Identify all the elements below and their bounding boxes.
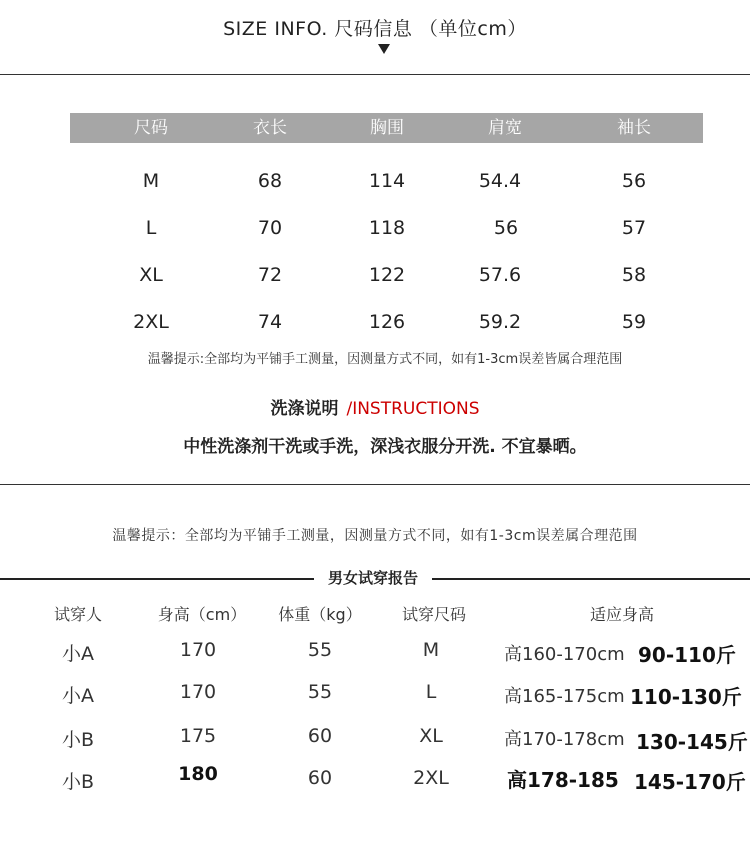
tryon-height: 170: [179, 681, 217, 703]
table-cell: 56: [621, 170, 647, 192]
header-sleeve: 袖长: [617, 118, 651, 138]
measurement-notice: 温馨提示：全部均为平铺手工测量，因测量方式不同，如有1-3cm误差属合理范围: [112, 528, 638, 544]
tryon-range-weight: 90-110斤: [638, 643, 736, 667]
instructions-title-cn: 洗涤说明: [270, 399, 339, 419]
tryon-header-weight: 体重（kg）: [278, 605, 362, 624]
tryon-range: 高165-175cm: [504, 686, 625, 707]
instructions-text: 中性洗涤剂干洗或手洗，深浅衣服分开洗. 不宜暴晒。: [183, 437, 587, 457]
size-table-header: [70, 113, 703, 143]
tryon-weight: 60: [307, 725, 333, 747]
table-cell: 54.4: [478, 170, 522, 192]
table-cell: L: [145, 217, 157, 239]
tryon-size: M: [422, 639, 440, 661]
header-size: 尺码: [134, 118, 168, 138]
tryon-size: XL: [419, 725, 443, 747]
header-length: 衣长: [253, 118, 287, 138]
divider-right: [432, 578, 750, 580]
table-cell: 74: [257, 311, 283, 333]
tryon-person: 小B: [61, 729, 95, 751]
down-arrow-icon: [378, 44, 390, 54]
tryon-header-person: 试穿人: [53, 605, 103, 624]
tryon-person: 小A: [62, 685, 94, 707]
table-cell: 68: [257, 170, 283, 192]
tryon-size: 2XL: [413, 767, 449, 789]
tryon-header-fit: 适应身高: [589, 605, 655, 624]
header-shoulder: 肩宽: [488, 118, 522, 138]
instructions-title-en: /INSTRUCTIONS: [346, 399, 480, 419]
table-cell: 56: [493, 217, 519, 239]
tryon-range-weight: 110-130斤: [630, 685, 742, 709]
table-cell: 114: [368, 170, 406, 192]
table-cell: 59: [621, 311, 647, 333]
table-cell: 122: [368, 264, 406, 286]
table-cell: 70: [257, 217, 283, 239]
tryon-report-title: 男女试穿报告: [327, 569, 418, 587]
table-cell: 57: [621, 217, 647, 239]
table-cell: 2XL: [133, 311, 169, 333]
table-cell: M: [142, 170, 160, 192]
table-cell: 72: [257, 264, 283, 286]
tryon-range: 高160-170cm: [504, 644, 625, 665]
tryon-range: 高178-185: [507, 768, 619, 792]
tryon-weight: 55: [307, 639, 333, 661]
tryon-header-size: 试穿尺码: [401, 605, 467, 624]
table-cell: 59.2: [478, 311, 522, 333]
table-cell: 118: [368, 217, 406, 239]
tryon-height: 170: [179, 639, 217, 661]
tryon-header-height: 身高（cm）: [157, 605, 247, 624]
table-cell: 58: [621, 264, 647, 286]
divider: [0, 484, 750, 485]
page-title: SIZE INFO. 尺码信息 （单位cm）: [223, 18, 527, 40]
tryon-height: 175: [179, 725, 217, 747]
instructions-heading: [0, 394, 750, 419]
table-cell: XL: [139, 264, 163, 286]
tryon-range-weight: 130-145斤: [636, 730, 748, 754]
divider: [0, 74, 750, 75]
tryon-weight: 55: [307, 681, 333, 703]
tryon-weight: 60: [307, 767, 333, 789]
table-cell: 126: [368, 311, 406, 333]
divider-left: [0, 578, 314, 580]
header-chest: 胸围: [370, 118, 404, 138]
tryon-height: 180: [178, 763, 218, 785]
tryon-range: 高170-178cm: [504, 729, 625, 750]
tryon-person: 小B: [61, 771, 95, 793]
tryon-range-weight: 145-170斤: [634, 770, 746, 794]
size-note: 温馨提示:全部均为平铺手工测量，因测量方式不同，如有1-3cm误差皆属合理范围: [147, 352, 623, 367]
tryon-person: 小A: [62, 643, 94, 665]
tryon-size: L: [425, 681, 437, 703]
table-cell: 57.6: [478, 264, 522, 286]
